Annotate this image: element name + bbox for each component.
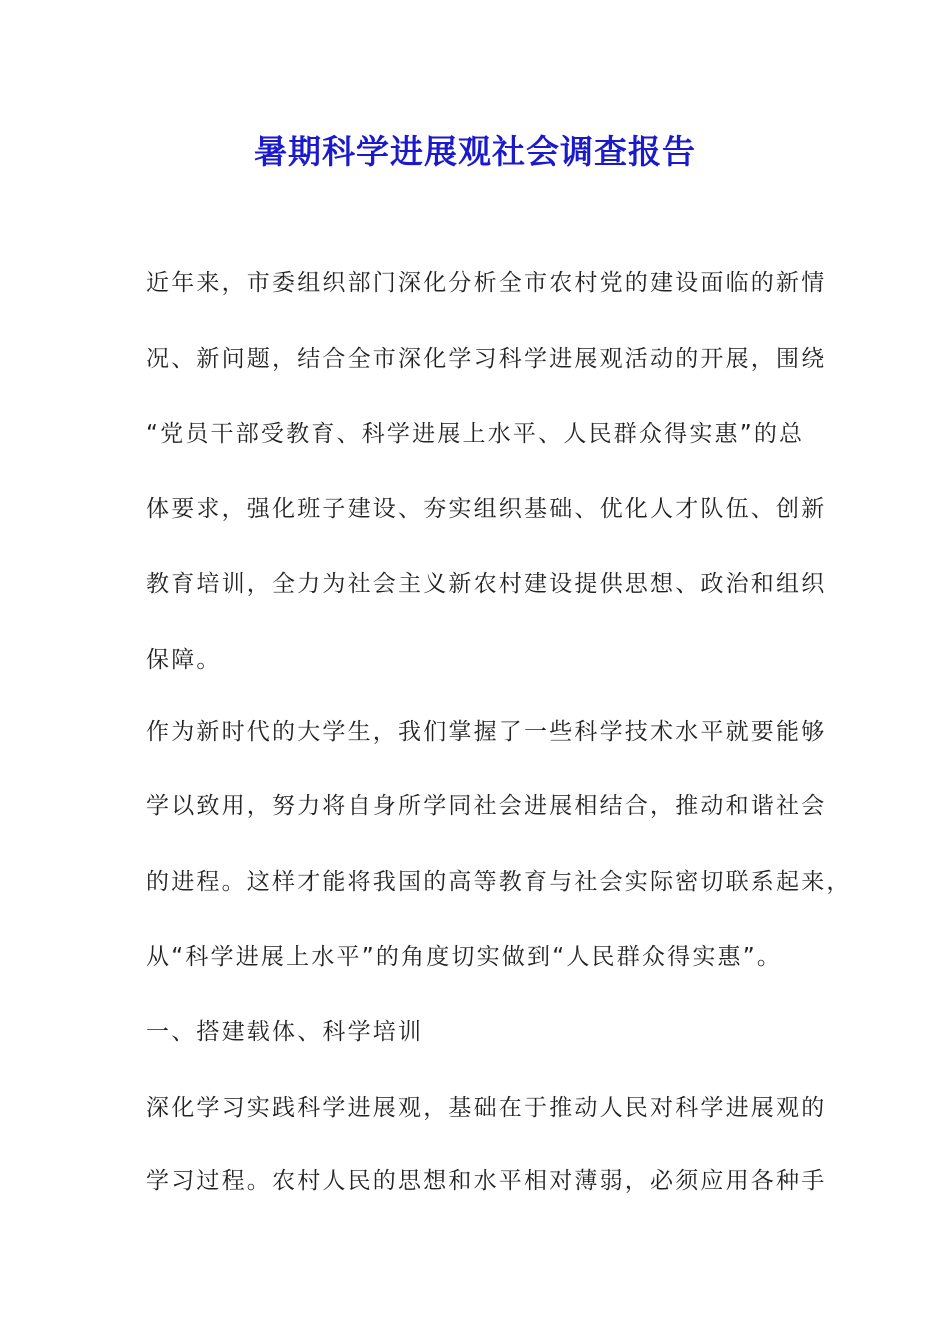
paragraph-line: 学习过程。农村人民的思想和水平相对薄弱，必须应用各种手 — [146, 1168, 827, 1194]
paragraph-line: 体要求，强化班子建设、夯实组织基础、优化人才队伍、创新 — [146, 496, 827, 522]
paragraph-line: 近年来，市委组织部门深化分析全市农村党的建设面临的新情 — [146, 270, 827, 296]
paragraph-line: “党员干部受教育、科学进展上水平、人民群众得实惠”的总 — [146, 421, 805, 447]
paragraph-line: 深化学习实践科学进展观，基础在于推动人民对科学进展观的 — [146, 1095, 827, 1121]
paragraph-line: 的进程。这样才能将我国的高等教育与社会实际密切联系起来， — [146, 869, 852, 895]
section-heading: 一、搭建载体、科学培训 — [146, 1019, 424, 1045]
document-title: 暑期科学进展观社会调查报告 — [254, 132, 696, 171]
paragraph-line: 从“科学进展上水平”的角度切实做到“人民群众得实惠”。 — [146, 944, 783, 970]
paragraph-line: 保障。 — [146, 647, 222, 673]
paragraph-line: 况、新问题，结合全市深化学习科学进展观活动的开展，围绕 — [146, 346, 827, 372]
paragraph-line: 教育培训，全力为社会主义新农村建设提供思想、政治和组织 — [146, 571, 827, 597]
paragraph-line: 学以致用，努力将自身所学同社会进展相结合，推动和谐社会 — [146, 793, 827, 819]
paragraph-line: 作为新时代的大学生，我们掌握了一些科学技术水平就要能够 — [146, 719, 827, 745]
